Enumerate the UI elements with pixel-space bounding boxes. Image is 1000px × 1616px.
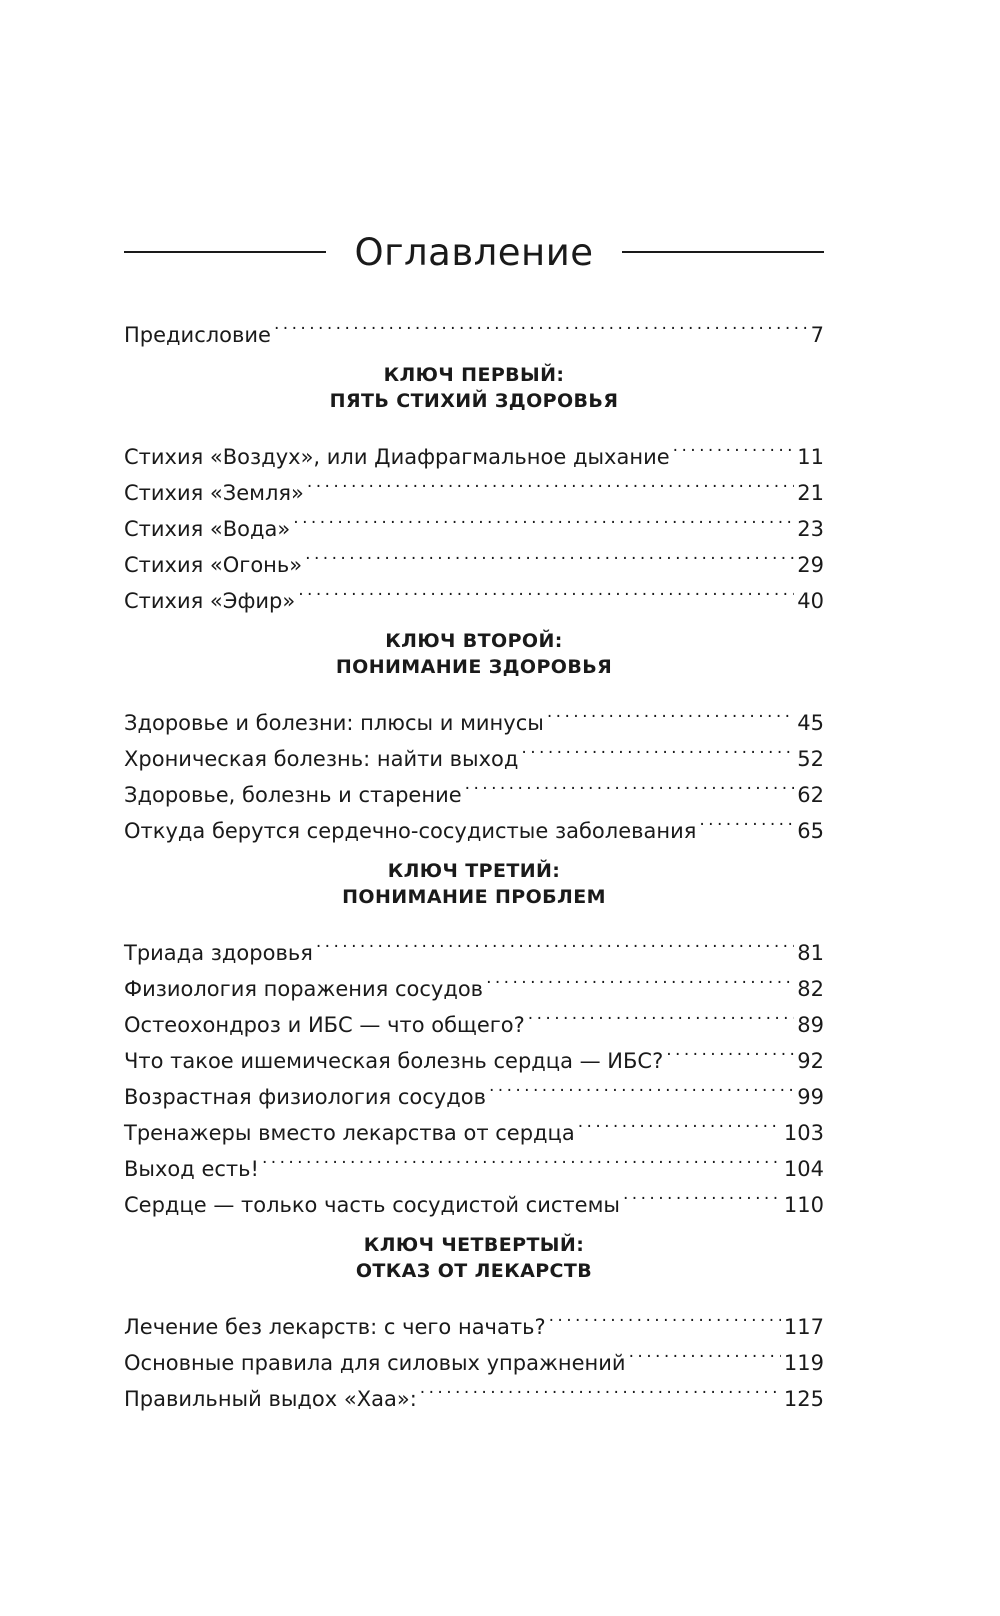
toc-sections [124, 362, 824, 1411]
toc-entry[interactable] [124, 1298, 824, 1339]
dot-leader [528, 996, 795, 1032]
toc-header [124, 220, 824, 284]
toc-entry-page: 92 [797, 1049, 824, 1073]
toc-entry-page: 110 [783, 1193, 824, 1217]
dot-leader [521, 730, 794, 766]
toc-entry-page: 29 [797, 553, 824, 577]
section-title: ПОНИМАНИЕ ПРОБЛЕМ [342, 886, 606, 908]
dot-leader [673, 428, 795, 464]
dot-leader [274, 306, 808, 342]
section-key-label: КЛЮЧ ПЕРВЫЙ: [383, 364, 565, 386]
toc-entry-label: Стихия «Воздух», или Диафрагмальное дыхание [124, 445, 670, 469]
toc-entry-page: 103 [783, 1121, 824, 1145]
toc-entry-label: Стихия «Земля» [124, 481, 304, 505]
title-rule-right [622, 251, 824, 253]
toc-entry-label: Здоровье и болезни: плюсы и минусы [124, 711, 544, 735]
toc-entry-label: Выход есть! [124, 1157, 259, 1181]
dot-leader [305, 536, 794, 572]
toc-entry-label: Что такое ишемическая болезнь сердца — ИБС? [124, 1049, 664, 1073]
dot-leader [629, 1334, 781, 1370]
dot-leader [578, 1104, 781, 1140]
title-rule-left [124, 251, 326, 253]
toc-entry[interactable] [124, 694, 824, 735]
toc-entry-page: 125 [783, 1387, 824, 1411]
toc-entry-label: Тренажеры вместо лекарства от сердца [124, 1121, 575, 1145]
dot-leader [293, 500, 794, 536]
toc-entry[interactable] [124, 428, 824, 469]
toc-entry-label: Остеохондроз и ИБС — что общего? [124, 1013, 525, 1037]
toc-entry-label: Физиология поражения сосудов [124, 977, 484, 1001]
toc-entry-page: 81 [797, 941, 824, 965]
dot-leader [489, 1068, 794, 1104]
dot-leader [307, 464, 794, 500]
dot-leader [465, 766, 795, 802]
section-title: ПЯТЬ СТИХИЙ ЗДОРОВЬЯ [329, 390, 619, 412]
toc-entry-label: Сердце — только часть сосудистой системы [124, 1193, 620, 1217]
dot-leader [699, 802, 794, 838]
toc-entry-page: 45 [797, 711, 824, 735]
section-heading [124, 858, 824, 910]
section-heading [124, 628, 824, 680]
toc-entry-label: Лечение без лекарств: с чего начать? [124, 1315, 546, 1339]
toc-entry-page: 7 [810, 323, 824, 347]
dot-leader [262, 1140, 781, 1176]
table-of-contents [124, 220, 824, 1411]
toc-entry-label: Хроническая болезнь: найти выход [124, 747, 519, 771]
dot-leader [316, 924, 794, 960]
toc-entry-page: 82 [797, 977, 824, 1001]
toc-entry-label: Стихия «Вода» [124, 517, 291, 541]
toc-entry-label: Возрастная физиология сосудов [124, 1085, 486, 1109]
toc-entry-label: Предисловие [124, 323, 271, 347]
toc-entry-label: Стихия «Огонь» [124, 553, 303, 577]
toc-entry-page: 89 [797, 1013, 824, 1037]
dot-leader [420, 1370, 781, 1406]
section-title: ОТКАЗ ОТ ЛЕКАРСТВ [355, 1260, 593, 1282]
dot-leader [547, 694, 794, 730]
toc-entry-page: 23 [797, 517, 824, 541]
toc-entry-page: 62 [797, 783, 824, 807]
toc-entry-label: Здоровье, болезнь и старение [124, 783, 462, 807]
toc-entry-page: 117 [783, 1315, 824, 1339]
toc-entry-label: Триада здоровья [124, 941, 313, 965]
toc-entry-page: 99 [797, 1085, 824, 1109]
toc-entry-label: Основные правила для силовых упражнений [124, 1351, 626, 1375]
toc-entry[interactable] [124, 924, 824, 965]
toc-entry-page: 21 [797, 481, 824, 505]
toc-entry-preface[interactable] [124, 306, 824, 347]
dot-leader [623, 1176, 781, 1212]
toc-entry-page: 40 [797, 589, 824, 613]
toc-entry-label: Правильный выдох «Хаа»: [124, 1387, 417, 1411]
dot-leader [549, 1298, 781, 1334]
section-heading [124, 1232, 824, 1284]
section-key-label: КЛЮЧ ВТОРОЙ: [385, 630, 563, 652]
toc-entry-page: 11 [797, 445, 824, 469]
toc-entry-page: 104 [783, 1157, 824, 1181]
section-key-label: КЛЮЧ ТРЕТИЙ: [387, 860, 561, 882]
dot-leader [666, 1032, 794, 1068]
toc-entry-label: Стихия «Эфир» [124, 589, 296, 613]
toc-entry-label: Откуда берутся сердечно-сосудистые заболевания [124, 819, 697, 843]
toc-entry-page: 52 [797, 747, 824, 771]
toc-entry-page: 65 [797, 819, 824, 843]
page-title: Оглавление [354, 230, 594, 274]
section-key-label: КЛЮЧ ЧЕТВЕРТЫЙ: [363, 1234, 585, 1256]
section-heading [124, 362, 824, 414]
dot-leader [298, 572, 794, 608]
dot-leader [486, 960, 794, 996]
section-title: ПОНИМАНИЕ ЗДОРОВЬЯ [335, 656, 613, 678]
toc-entry-page: 119 [783, 1351, 824, 1375]
